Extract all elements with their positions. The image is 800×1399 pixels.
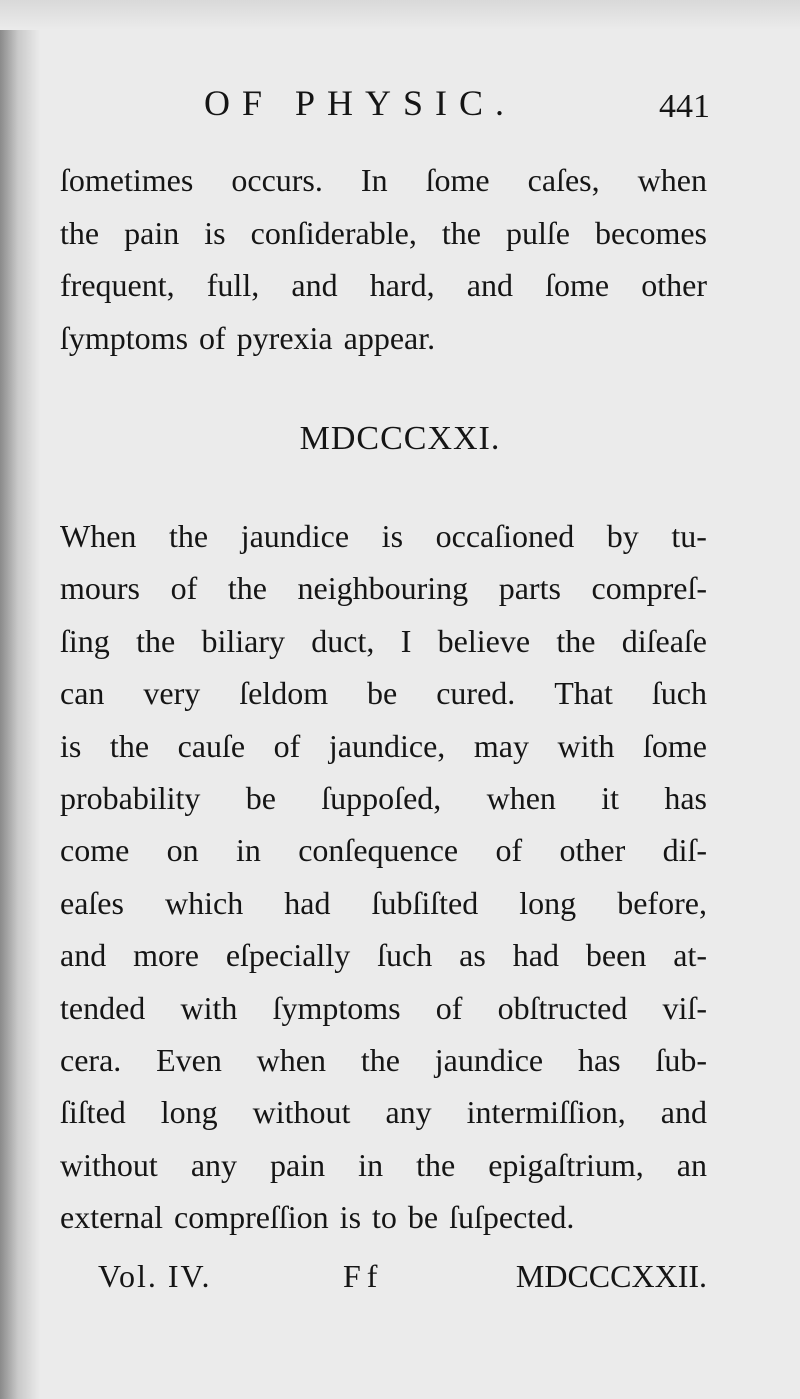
word: and	[60, 937, 107, 974]
text-line	[60, 265, 707, 305]
word: eſpecially	[225, 937, 351, 974]
word: occaſioned	[435, 518, 575, 554]
signature-mark: Ff	[343, 1258, 384, 1294]
word: very	[143, 675, 201, 712]
word: ſome	[425, 162, 490, 198]
word: on	[166, 832, 199, 869]
word: is	[204, 214, 226, 251]
word: ſome	[643, 727, 707, 764]
word: ſuch	[377, 937, 433, 974]
word: and	[660, 1094, 707, 1131]
word: in	[358, 1146, 384, 1183]
word: the	[556, 622, 596, 659]
word: tu-	[671, 518, 707, 554]
word: cauſe	[177, 727, 246, 764]
word: That	[554, 675, 613, 712]
word: jaundice	[240, 518, 350, 554]
word: duct,	[311, 622, 375, 659]
word: is	[339, 1199, 362, 1236]
word: be	[245, 780, 276, 816]
word: of	[495, 832, 523, 869]
section-heading: MDCCCXXI.	[299, 420, 501, 457]
word: and	[466, 267, 513, 303]
word: ſymptoms	[60, 319, 189, 356]
word: with	[180, 989, 238, 1026]
word: becomes	[595, 214, 707, 251]
word: be	[367, 675, 398, 712]
word: of	[435, 989, 463, 1026]
text-line	[60, 726, 707, 766]
word: an	[676, 1146, 707, 1183]
word: hard,	[369, 267, 435, 303]
word: as	[459, 937, 486, 974]
word: long	[160, 1094, 218, 1131]
word: ſiſted	[60, 1094, 126, 1131]
word: had	[284, 884, 331, 921]
word: with	[557, 727, 615, 764]
word: in	[235, 832, 261, 869]
word: ſing	[60, 622, 110, 659]
word: can	[60, 675, 105, 712]
text-line	[60, 988, 707, 1028]
text-line	[60, 1145, 707, 1185]
word: ſuch	[651, 675, 707, 712]
text-line	[60, 1092, 707, 1132]
word: occurs.	[231, 162, 323, 198]
text-line	[60, 883, 707, 923]
word: obſtructed	[497, 989, 628, 1026]
word: compreſſion	[174, 1199, 329, 1236]
word: of	[170, 570, 198, 607]
word: conſequence	[298, 832, 459, 869]
word: without	[60, 1146, 158, 1183]
word: ſub-	[655, 1042, 707, 1078]
catchword: MDCCCXXII.	[515, 1258, 707, 1294]
word: has	[577, 1042, 621, 1078]
word: neighbouring	[297, 570, 469, 607]
word: to	[372, 1199, 397, 1236]
word: the	[441, 214, 481, 251]
word: ſome	[545, 267, 610, 303]
top-edge-shade	[0, 0, 800, 30]
word: and	[291, 267, 338, 303]
text-line	[60, 213, 707, 253]
word: long	[519, 884, 577, 921]
word: diſeaſe	[621, 622, 707, 659]
word: without	[252, 1094, 351, 1131]
word: ſuſpected.	[449, 1199, 575, 1236]
word: the	[360, 1042, 400, 1078]
word: ſometimes	[60, 162, 194, 198]
text-line	[60, 778, 707, 818]
running-head: OF PHYSIC.	[204, 83, 517, 123]
word: had	[512, 937, 559, 974]
word: jaundice,	[328, 727, 446, 764]
word: before,	[617, 884, 707, 921]
text-line	[60, 568, 707, 608]
word: cera.	[60, 1042, 122, 1078]
word: diſ-	[662, 832, 707, 869]
word: the	[416, 1146, 456, 1183]
word: other	[559, 832, 626, 869]
word: parts	[498, 570, 561, 607]
word: pain	[270, 1146, 326, 1183]
word: it	[601, 780, 620, 816]
word: Even	[156, 1042, 222, 1078]
gutter-shadow	[0, 0, 40, 1399]
word: the	[109, 727, 150, 764]
word: frequent,	[60, 267, 175, 303]
word: When	[60, 518, 137, 554]
word: intermiſſion,	[466, 1094, 626, 1131]
word: at-	[673, 937, 707, 974]
word: eaſes	[60, 884, 124, 921]
word: has	[664, 780, 707, 816]
word: tended	[60, 989, 146, 1026]
word: pain	[124, 214, 180, 251]
word: when	[256, 1042, 326, 1078]
word: be	[407, 1199, 439, 1236]
word: the	[227, 570, 267, 607]
word: is	[60, 727, 82, 764]
word: the	[169, 518, 209, 554]
word: when	[637, 162, 707, 198]
word: conſiderable,	[250, 214, 417, 251]
word: cured.	[436, 675, 516, 712]
word: compreſ-	[591, 570, 707, 607]
text-line	[60, 673, 707, 713]
word: ſymptoms	[272, 989, 401, 1026]
word: believe	[437, 622, 531, 659]
word: been	[585, 937, 647, 974]
word: ſuppoſed,	[321, 780, 442, 816]
page-footer	[60, 1258, 707, 1302]
page-header	[60, 82, 710, 132]
word: In	[360, 162, 388, 198]
word: the	[60, 214, 100, 251]
text-line	[60, 1040, 707, 1080]
word: ſeldom	[239, 675, 329, 712]
word: probability	[60, 780, 201, 816]
word: caſes,	[527, 162, 600, 198]
word: come	[60, 832, 130, 869]
text-line	[60, 160, 707, 200]
word: pyrexia	[236, 319, 333, 356]
word: may	[473, 727, 529, 764]
word: more	[133, 937, 199, 974]
word: jaundice	[434, 1042, 544, 1078]
text-line	[60, 318, 707, 358]
word: when	[486, 780, 556, 816]
text-line	[60, 621, 707, 661]
word: epigaſtrium,	[488, 1146, 644, 1183]
word: which	[165, 884, 244, 921]
word: mours	[60, 570, 140, 607]
word: of	[199, 319, 226, 356]
word: appear.	[343, 319, 436, 356]
word: other	[641, 267, 707, 303]
word: full,	[206, 267, 260, 303]
page-number: 441	[659, 88, 710, 125]
word: the	[136, 622, 176, 659]
word: by	[606, 518, 639, 554]
word: is	[381, 518, 404, 554]
text-line	[60, 830, 707, 870]
word: biliary	[201, 622, 285, 659]
volume-label: Vol. IV.	[98, 1258, 212, 1294]
word: any	[190, 1146, 238, 1183]
word: external	[60, 1199, 164, 1236]
word: ſubſiſted	[371, 884, 479, 921]
word: viſ-	[662, 989, 707, 1026]
word: of	[273, 727, 301, 764]
word: I	[400, 622, 412, 659]
text-line	[60, 1197, 707, 1237]
word: pulſe	[506, 214, 570, 251]
word: any	[385, 1094, 432, 1131]
text-line	[60, 516, 707, 556]
text-line	[60, 935, 707, 975]
